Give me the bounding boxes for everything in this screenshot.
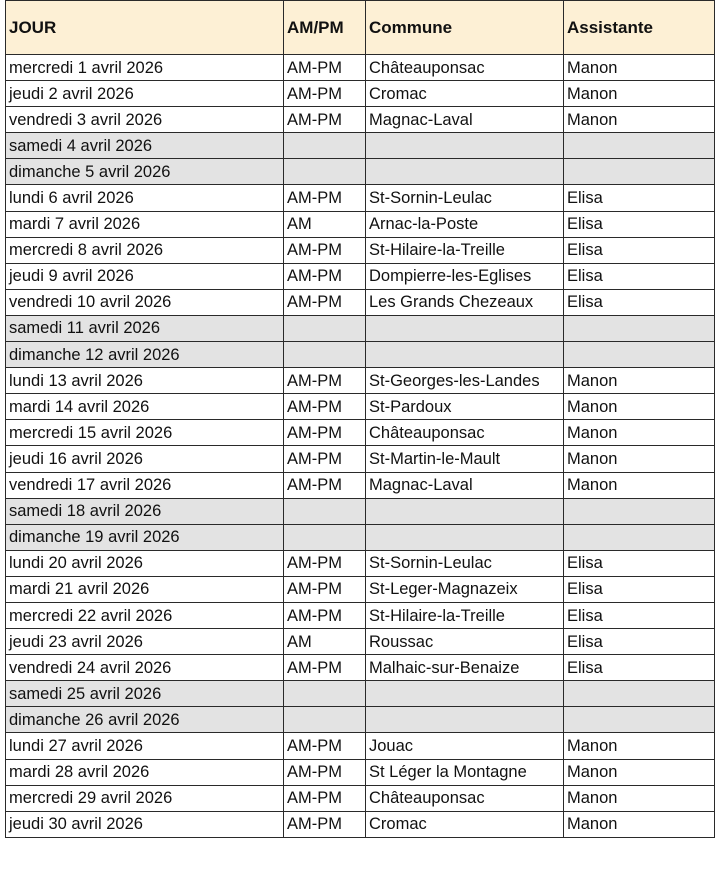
cell-ampm[interactable] [284,707,366,733]
schedule-sheet [5,0,714,838]
cell-assistante[interactable]: Elisa [564,602,715,628]
cell-commune[interactable] [366,342,564,368]
table-row [6,655,715,681]
cell-assistante[interactable] [564,498,715,524]
cell-ampm[interactable]: AM [284,211,366,237]
cell-assistante[interactable]: Elisa [564,211,715,237]
cell-ampm[interactable]: AM-PM [284,368,366,394]
cell-ampm[interactable]: AM-PM [284,55,366,81]
cell-jour[interactable]: jeudi 23 avril 2026 [6,629,284,655]
cell-commune[interactable]: St Léger la Montagne [366,759,564,785]
table-header [6,1,715,55]
cell-jour[interactable]: vendredi 24 avril 2026 [6,655,284,681]
table-row [6,185,715,211]
cell-jour[interactable]: samedi 25 avril 2026 [6,681,284,707]
cell-commune[interactable] [366,133,564,159]
cell-commune[interactable] [366,707,564,733]
cell-commune[interactable]: St-Sornin-Leulac [366,550,564,576]
cell-commune[interactable]: Malhaic-sur-Benaize [366,655,564,681]
table-row [6,263,715,289]
table-row [6,498,715,524]
cell-commune[interactable]: Arnac-la-Poste [366,211,564,237]
cell-jour[interactable]: samedi 11 avril 2026 [6,315,284,341]
cell-ampm[interactable] [284,133,366,159]
cell-jour[interactable]: samedi 18 avril 2026 [6,498,284,524]
cell-assistante[interactable]: Manon [564,472,715,498]
cell-commune[interactable]: St-Pardoux [366,394,564,420]
table-row [6,420,715,446]
cell-ampm[interactable]: AM-PM [284,420,366,446]
cell-assistante[interactable]: Manon [564,55,715,81]
table-body [6,55,715,838]
table-row [6,55,715,81]
table-row [6,629,715,655]
cell-commune[interactable] [366,315,564,341]
cell-jour[interactable]: lundi 6 avril 2026 [6,185,284,211]
table-row [6,81,715,107]
cell-assistante[interactable] [564,681,715,707]
cell-assistante[interactable] [564,707,715,733]
cell-jour[interactable]: lundi 13 avril 2026 [6,368,284,394]
cell-ampm[interactable]: AM-PM [284,759,366,785]
table-row [6,811,715,837]
cell-ampm[interactable]: AM-PM [284,263,366,289]
table-row [6,342,715,368]
cell-jour[interactable]: dimanche 19 avril 2026 [6,524,284,550]
cell-jour[interactable]: dimanche 12 avril 2026 [6,342,284,368]
table-row [6,133,715,159]
table-row [6,472,715,498]
cell-jour[interactable]: mardi 28 avril 2026 [6,759,284,785]
table-row [6,681,715,707]
table-row [6,707,715,733]
cell-assistante[interactable]: Elisa [564,185,715,211]
cell-assistante[interactable]: Elisa [564,655,715,681]
cell-assistante[interactable]: Manon [564,759,715,785]
table-row [6,733,715,759]
cell-assistante[interactable]: Manon [564,394,715,420]
cell-jour[interactable]: vendredi 10 avril 2026 [6,289,284,315]
table-row [6,211,715,237]
cell-assistante[interactable]: Manon [564,446,715,472]
cell-ampm[interactable]: AM-PM [284,472,366,498]
table-row [6,289,715,315]
cell-ampm[interactable]: AM-PM [284,602,366,628]
cell-ampm[interactable] [284,159,366,185]
cell-commune[interactable]: Cromac [366,81,564,107]
cell-commune[interactable] [366,524,564,550]
cell-ampm[interactable]: AM-PM [284,550,366,576]
cell-assistante[interactable]: Elisa [564,263,715,289]
schedule-table [5,0,715,838]
cell-commune[interactable] [366,498,564,524]
table-row [6,785,715,811]
cell-assistante[interactable]: Manon [564,107,715,133]
cell-commune[interactable]: Dompierre-les-Eglises [366,263,564,289]
cell-jour[interactable]: lundi 20 avril 2026 [6,550,284,576]
cell-ampm[interactable]: AM-PM [284,576,366,602]
table-row [6,602,715,628]
cell-ampm[interactable] [284,342,366,368]
cell-assistante[interactable]: Elisa [564,629,715,655]
cell-assistante[interactable] [564,133,715,159]
cell-commune[interactable]: St-Hilaire-la-Treille [366,237,564,263]
cell-ampm[interactable]: AM-PM [284,733,366,759]
cell-jour[interactable]: jeudi 2 avril 2026 [6,81,284,107]
cell-commune[interactable]: Les Grands Chezeaux [366,289,564,315]
table-row [6,524,715,550]
cell-commune[interactable]: Roussac [366,629,564,655]
cell-commune[interactable]: St-Georges-les-Landes [366,368,564,394]
cell-commune[interactable]: St-Sornin-Leulac [366,185,564,211]
cell-jour[interactable]: mercredi 29 avril 2026 [6,785,284,811]
cell-assistante[interactable]: Manon [564,420,715,446]
cell-jour[interactable]: jeudi 9 avril 2026 [6,263,284,289]
cell-jour[interactable]: dimanche 5 avril 2026 [6,159,284,185]
table-row [6,550,715,576]
cell-assistante[interactable]: Manon [564,733,715,759]
cell-commune[interactable]: St-Hilaire-la-Treille [366,602,564,628]
cell-commune[interactable]: St-Martin-le-Mault [366,446,564,472]
cell-commune[interactable]: St-Leger-Magnazeix [366,576,564,602]
cell-jour[interactable]: mardi 7 avril 2026 [6,211,284,237]
cell-assistante[interactable]: Elisa [564,550,715,576]
cell-assistante[interactable] [564,524,715,550]
cell-jour[interactable]: mardi 21 avril 2026 [6,576,284,602]
cell-ampm[interactable]: AM-PM [284,446,366,472]
cell-commune[interactable]: Châteauponsac [366,785,564,811]
table-row [6,759,715,785]
table-row [6,315,715,341]
header-row [6,1,715,55]
cell-assistante[interactable] [564,159,715,185]
cell-commune[interactable]: Châteauponsac [366,420,564,446]
cell-assistante[interactable]: Manon [564,81,715,107]
cell-commune[interactable] [366,681,564,707]
cell-commune[interactable] [366,159,564,185]
cell-jour[interactable]: lundi 27 avril 2026 [6,733,284,759]
cell-assistante[interactable]: Manon [564,785,715,811]
cell-commune[interactable]: Cromac [366,811,564,837]
cell-commune[interactable]: Châteauponsac [366,55,564,81]
cell-ampm[interactable]: AM-PM [284,81,366,107]
column-header-assistante: Assistante [564,1,715,55]
cell-assistante[interactable]: Manon [564,811,715,837]
cell-jour[interactable]: jeudi 30 avril 2026 [6,811,284,837]
cell-jour[interactable]: mercredi 15 avril 2026 [6,420,284,446]
cell-commune[interactable]: Jouac [366,733,564,759]
cell-assistante[interactable]: Elisa [564,289,715,315]
cell-ampm[interactable]: AM-PM [284,811,366,837]
column-header-jour: JOUR [6,1,284,55]
cell-ampm[interactable] [284,498,366,524]
cell-ampm[interactable]: AM-PM [284,237,366,263]
cell-assistante[interactable]: Elisa [564,576,715,602]
cell-ampm[interactable]: AM [284,629,366,655]
cell-jour[interactable]: samedi 4 avril 2026 [6,133,284,159]
cell-commune[interactable]: Magnac-Laval [366,107,564,133]
cell-ampm[interactable] [284,524,366,550]
cell-ampm[interactable]: AM-PM [284,655,366,681]
table-row [6,394,715,420]
table-row [6,446,715,472]
cell-assistante[interactable] [564,315,715,341]
table-row [6,368,715,394]
cell-ampm[interactable]: AM-PM [284,289,366,315]
table-row [6,576,715,602]
cell-assistante[interactable] [564,342,715,368]
cell-ampm[interactable] [284,315,366,341]
column-header-commune: Commune [366,1,564,55]
cell-jour[interactable]: mercredi 22 avril 2026 [6,602,284,628]
cell-jour[interactable]: vendredi 3 avril 2026 [6,107,284,133]
cell-ampm[interactable]: AM-PM [284,785,366,811]
cell-assistante[interactable]: Elisa [564,237,715,263]
cell-jour[interactable]: vendredi 17 avril 2026 [6,472,284,498]
cell-jour[interactable]: dimanche 26 avril 2026 [6,707,284,733]
column-header-ampm: AM/PM [284,1,366,55]
cell-jour[interactable]: mercredi 1 avril 2026 [6,55,284,81]
cell-ampm[interactable]: AM-PM [284,394,366,420]
cell-ampm[interactable]: AM-PM [284,107,366,133]
cell-ampm[interactable] [284,681,366,707]
cell-assistante[interactable]: Manon [564,368,715,394]
cell-commune[interactable]: Magnac-Laval [366,472,564,498]
table-row [6,237,715,263]
table-row [6,107,715,133]
cell-jour[interactable]: mardi 14 avril 2026 [6,394,284,420]
cell-ampm[interactable]: AM-PM [284,185,366,211]
table-row [6,159,715,185]
cell-jour[interactable]: mercredi 8 avril 2026 [6,237,284,263]
cell-jour[interactable]: jeudi 16 avril 2026 [6,446,284,472]
